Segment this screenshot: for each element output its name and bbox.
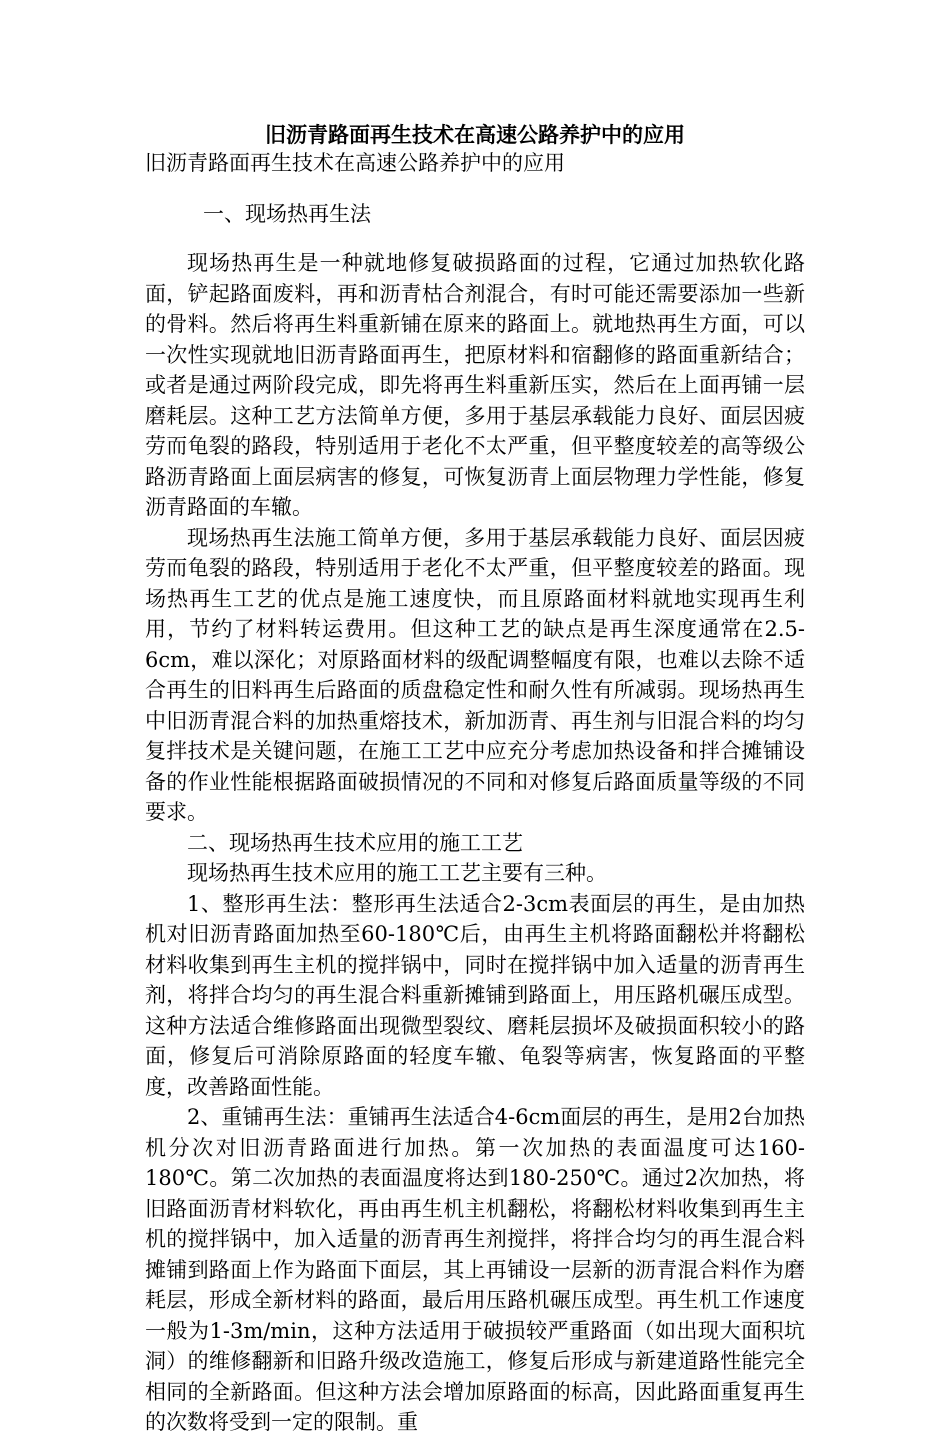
paragraph-advantages: 现场热再生法施工简单方便，多用于基层承载能力良好、面层因疲劳而龟裂的路段，特别适用于老化不太严重，但平整度较差的路面。现场热再生工艺的优点是施工速度快，而且原路面材料就地实现再生利用，节约了材料转运费用。但这种工艺的缺点是再生深度通常在2.5-6cm，难以深化；对原路面材料的级配调整幅度有限，也难以去除不适合再生的旧料再生后路面的质盘稳定性和耐久性有所减弱。现场热再生中旧沥青混合料的加热重熔技术，新加沥青、再生剂与旧混合料的均匀复拌技术是关键问题，在施工工艺中应充分考虑加热设备和拌合摊铺设备的作业性能根据路面破损情况的不同和对修复后路面质量等级的不同要求。 [145, 525, 805, 824]
body-text [145, 248, 805, 1438]
document-title: 旧沥青路面再生技术在高速公路养护中的应用 [265, 122, 685, 147]
paragraph-intro: 现场热再生是一种就地修复破损路面的过程，它通过加热软化路面，铲起路面废料，再和沥青枯合剂混合，有时可能还需要添加一些新的骨料。然后将再生料重新铺在原来的路面上。就地热再生方面，可以一次性实现就地旧沥青路面再生，把原材料和宿翻修的路面重新结合；或者是通过两阶段完成，即先将再生料重新压实，然后在上面再铺一层磨耗层。这种工艺方法简单方便，多用于基层承载能力良好、面层因疲劳而龟裂的路段，特别适用于老化不太严重，但平整度较差的高等级公路沥青路面上面层病害的修复，可恢复沥青上面层物理力学性能，修复沥青路面的车辙。 [145, 251, 805, 519]
section-heading-two: 二、现场热再生技术应用的施工工艺 [187, 830, 523, 855]
paragraph-method-one: 1、整形再生法：整形再生法适合2-3cm表面层的再生，是由加热机对旧沥青路面加热至60-180℃后，由再生主机将路面翻松并将翻松材料收集到再生主机的搅拌锅中，同时在搅拌锅中加入适量的沥青再生剂，将拌合均匀的再生混合料重新摊铺到路面上，用压路机碾压成型。这种方法适合维修路面出现微型裂纹、磨耗层损坏及破损面积较小的路面，修复后可消除原路面的轻度车辙、龟裂等病害，恢复路面的平整度，改善路面性能。 [145, 891, 805, 1099]
paragraph-three-methods: 现场热再生技术应用的施工工艺主要有三种。 [187, 861, 607, 885]
document-subtitle: 旧沥青路面再生技术在高速公路养护中的应用 [145, 151, 565, 175]
paragraph-method-two: 2、重铺再生法：重铺再生法适合4-6cm面层的再生，是用2台加热机分次对旧沥青路面进行加热。第一次加热的表面温度可达160-180℃。第二次加热的表面温度将达到180-250℃。通过2次加热，将旧路面沥青材料软化，再由再生机主机翻松，将翻松材料收集到再生主机的搅拌锅中，加入适量的沥青再生剂搅拌，将拌合均匀的再生混合料摊铺到路面上作为路面下面层，其上再铺设一层新的沥青混合料作为磨耗层，形成全新材料的路面，最后用压路机碾压成型。再生机工作速度一般为1-3m/min，这种方法适用于破损较严重路面（如出现大面积坑洞）的维修翻新和旧路升级改造施工，修复后形成与新建道路性能完全相同的全新路面。但这种方法会增加原路面的标高，因此路面重复再生的次数将受到一定的限制。重 [145, 1105, 805, 1434]
section-heading-one: 一、现场热再生法 [203, 202, 371, 226]
